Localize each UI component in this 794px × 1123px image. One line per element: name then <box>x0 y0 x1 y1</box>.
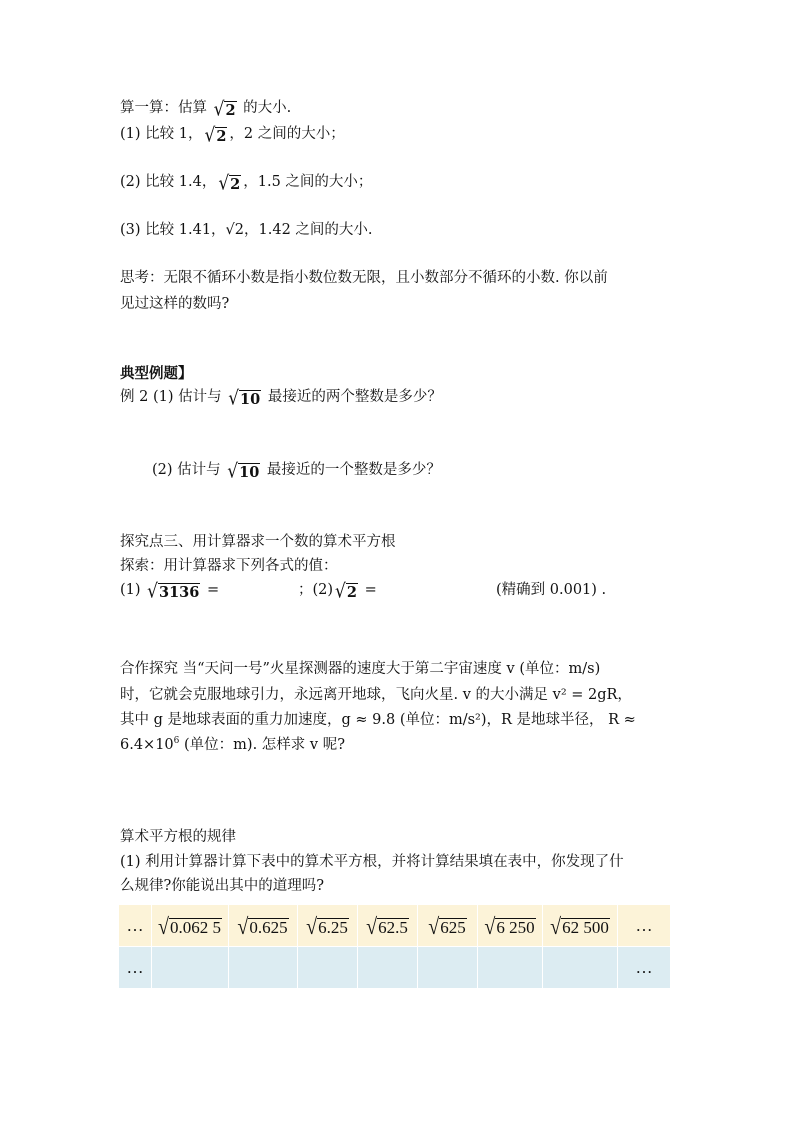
sqrt-2-expression: √ 2 <box>218 172 241 196</box>
sqrt-10-expression: √ 10 <box>228 387 261 411</box>
table-cell: √ 0.062 5 <box>152 905 229 947</box>
sqrt-2-expression: √ 2 <box>204 124 227 148</box>
question-1: (1) 比较 1， √ 2 ，2 之间的大小； <box>120 124 345 148</box>
rule-line-2: 么规律?你能说出其中的道理吗? <box>120 878 325 894</box>
answer-cell[interactable] <box>543 947 618 989</box>
rule-heading: 算术平方根的规律 <box>120 829 236 845</box>
calc-item-1: (1) √ 3136 = <box>120 580 220 604</box>
sqrt-2-expression: √ 2 <box>335 580 357 604</box>
sqrt-2-expression: √ 2 <box>213 98 236 122</box>
point-3-heading: 探究点三、用计算器求一个数的算术平方根 <box>120 534 396 550</box>
explore-line: 探索：用计算器求下列各式的值： <box>120 558 338 574</box>
table-row <box>119 905 671 947</box>
coop-line-4: $6.4\times 10^6$ (单位：m). 怎样求 v 呢? <box>120 736 345 753</box>
think-line-1: 思考：无限不循环小数是指小数位数无限，且小数部分不循环的小数. 你以前 <box>120 270 608 286</box>
example-2-part-1: 例 2 (1) 估计与 √ 10 最接近的两个整数是多少？ <box>120 387 442 411</box>
answer-cell[interactable] <box>478 947 543 989</box>
rule-line-1: (1) 利用计算器计算下表中的算术平方根，并将计算结果填在表中，你发现了什 <box>120 854 624 870</box>
square-root-table <box>118 904 671 989</box>
example-2-part-2: (2) 估计与 √ 10 最接近的一个整数是多少？ <box>152 460 441 484</box>
sqrt-10-expression: √ 10 <box>227 460 260 484</box>
ellipsis-cell: … <box>618 947 671 989</box>
calc-item-2: ；(2) √ 2 = <box>298 580 377 604</box>
answer-cell[interactable] <box>418 947 478 989</box>
ellipsis-cell: … <box>119 905 152 947</box>
think-line-2: 见过这样的数吗? <box>120 296 230 312</box>
answer-cell[interactable] <box>298 947 358 989</box>
ellipsis-cell: … <box>618 905 671 947</box>
table-cell: √ 0.625 <box>229 905 298 947</box>
table-cell: √ 62.5 <box>358 905 418 947</box>
answer-cell[interactable] <box>152 947 229 989</box>
precision-note: (精确到 0.001) . <box>496 582 607 598</box>
coop-line-3: 其中 g 是地球表面的重力加速度，g ≈ 9.8 (单位：m/s²)，R 是地球半径， R ≈ <box>120 712 636 728</box>
estimate-title: 算一算：估算 √ 2 的大小. <box>120 98 292 122</box>
table-cell: √ 625 <box>418 905 478 947</box>
answer-cell[interactable] <box>229 947 298 989</box>
question-2: (2) 比较 1.4， √ 2 ，1.5 之间的大小； <box>120 172 373 196</box>
table-cell: √ 6.25 <box>298 905 358 947</box>
question-3: (3) 比较 1.41，√2，1.42 之间的大小. <box>120 222 373 238</box>
coop-line-2: 时，它就会克服地球引力，永远离开地球，飞向火星. v 的大小满足 v² = 2gR， <box>120 687 632 703</box>
answer-cell[interactable] <box>358 947 418 989</box>
ellipsis-cell: … <box>119 947 152 989</box>
coop-line-1: 合作探究 当“天问一号”火星探测器的速度大于第二宇宙速度 v (单位：m/s) <box>120 661 601 677</box>
table-cell: √ 62 500 <box>543 905 618 947</box>
examples-heading: 典型例题】 <box>120 365 193 382</box>
table-row <box>119 947 671 989</box>
table-cell: √ 6 250 <box>478 905 543 947</box>
sqrt-3136-expression: √ 3136 <box>147 580 200 604</box>
